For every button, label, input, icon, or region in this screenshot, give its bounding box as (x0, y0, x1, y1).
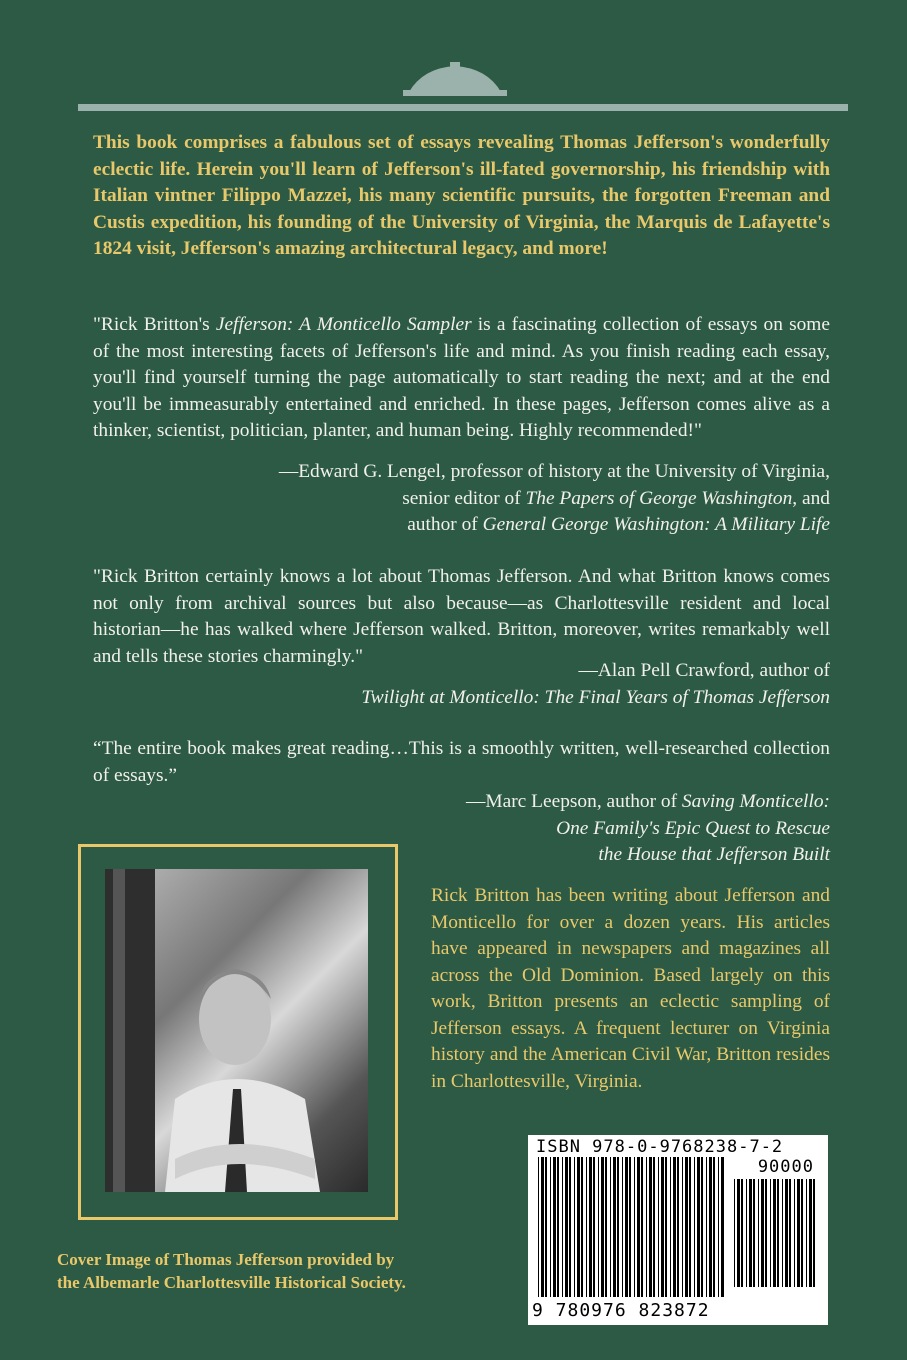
barcode-bar (734, 1179, 735, 1287)
barcode-bar (806, 1179, 807, 1287)
barcode-bar (694, 1157, 695, 1297)
barcode-bar (553, 1157, 556, 1297)
barcode-bar (718, 1157, 719, 1297)
barcode-bar (541, 1157, 544, 1297)
barcode-bar (673, 1157, 676, 1297)
barcode-bar (622, 1157, 623, 1297)
barcode-bar (610, 1157, 611, 1297)
author-bio: Rick Britton has been writing about Jefferson and Monticello for over a dozen years. His articles have appeared in newspapers and magazines all across the Old Dominion. Based largely on this work, Britton presents an eclectic sampling of Jefferson essays. A frequent lecturer on Virginia history and the American Civil War, Britton resides in Charlottesville, Virginia. (431, 885, 830, 1092)
barcode-bar (586, 1157, 587, 1297)
barcode-bar (737, 1179, 740, 1287)
barcode-bar (601, 1157, 604, 1297)
barcode-bar (713, 1157, 715, 1297)
barcode-bar (689, 1157, 691, 1297)
cover-image-credit: Cover Image of Thomas Jefferson provided by the Albemarle Charlottesville Historical Society. (57, 1250, 406, 1292)
barcode-bar (613, 1157, 616, 1297)
barcode-bar (562, 1157, 563, 1297)
barcode-bar (557, 1157, 559, 1297)
barcode-bar (574, 1157, 575, 1297)
barcode-bar (753, 1179, 755, 1287)
barcode-bar (770, 1179, 771, 1287)
barcode-bar (649, 1157, 652, 1297)
barcode-bar (801, 1179, 803, 1287)
barcode-bar (797, 1179, 800, 1287)
barcode-bar (617, 1157, 619, 1297)
barcode-bar (545, 1157, 547, 1297)
barcode-bar (641, 1157, 643, 1297)
barcode-bar (709, 1157, 712, 1297)
attribution-leepson: —Marc Leepson, author of Saving Monticello: One Family's Epic Quest to Rescue the House that Jefferson Built (465, 791, 830, 865)
barcode-bar (701, 1157, 703, 1297)
author-photo (105, 869, 368, 1192)
divider-rule (78, 104, 848, 111)
author-photo-frame (78, 844, 398, 1220)
barcode-bar (813, 1179, 815, 1287)
barcode-bar (677, 1157, 679, 1297)
barcode-bars (538, 1157, 728, 1297)
barcode-bar (721, 1157, 724, 1297)
barcode-bar (634, 1157, 635, 1297)
barcode-bar (809, 1179, 812, 1287)
quote-lengel: "Rick Britton's Jefferson: A Monticello Sampler is a fascinating collection of essays on some of the most interesting facets of Jefferson's life and mind. As you finish reading each essay, you'll find yourself turning the page automatically to start reading the next; and at the end you'll be immeasurably entertained and enriched. In these pages, Jefferson comes alive as a thinker, scientist, politician, planter, and human being. Highly recommended!" (93, 314, 830, 441)
barcode-bar (565, 1157, 568, 1297)
barcode-bar (665, 1157, 667, 1297)
barcode-bar (538, 1157, 539, 1297)
barcode-bar (670, 1157, 671, 1297)
quote-leepson: “The entire book makes great reading…This is a smoothly written, well-researched collection of essays.” (93, 738, 830, 786)
barcode-bar (758, 1179, 759, 1287)
isbn-label: ISBN 978-0-9768238-7-2 (536, 1137, 784, 1157)
barcode-addon-number: 90000 (757, 1157, 814, 1177)
barcode-bar (598, 1157, 599, 1297)
barcode-bar (658, 1157, 659, 1297)
attribution-crawford: —Alan Pell Crawford, author of Twilight at Monticello: The Final Years of Thomas Jefferson (361, 660, 830, 708)
barcode-number: 9 780976 823872 (532, 1300, 710, 1321)
barcode-bar (794, 1179, 795, 1287)
barcode-bar (789, 1179, 791, 1287)
barcode-addon-bars (734, 1179, 820, 1287)
barcode-bar (581, 1157, 583, 1297)
dome-icon (403, 62, 507, 96)
barcode-bar (589, 1157, 592, 1297)
barcode-bar (550, 1157, 551, 1297)
barcode-bar (629, 1157, 631, 1297)
barcode-bar (682, 1157, 683, 1297)
barcode-bar (746, 1179, 747, 1287)
barcode-bar (605, 1157, 607, 1297)
barcode-bar (777, 1179, 779, 1287)
barcode-bar (593, 1157, 595, 1297)
barcode-bar (637, 1157, 640, 1297)
barcode-bar (625, 1157, 628, 1297)
barcode-bar (765, 1179, 767, 1287)
barcode-bar (653, 1157, 655, 1297)
barcode-bar (761, 1179, 764, 1287)
barcode-bar (785, 1179, 788, 1287)
barcode-bar (706, 1157, 707, 1297)
blurb: This book comprises a fabulous set of essays revealing Thomas Jefferson's wonderfully eclectic life. Herein you'll learn of Jefferson's ill-fated governorship, his friendship with Italian vintner Filippo Mazzei, his many scientific pursuits, the forgotten Freeman and Custis expedition, his founding of the University of Virginia, the Marquis de Lafayette's 1824 visit, Jefferson's amazing architectural legacy, and more! (93, 132, 830, 259)
barcode-bar (782, 1179, 783, 1287)
barcode-bar (646, 1157, 647, 1297)
barcode-bar (741, 1179, 743, 1287)
barcode-bar (749, 1179, 752, 1287)
barcode-bar (773, 1179, 776, 1287)
quote-crawford: "Rick Britton certainly knows a lot about Thomas Jefferson. And what Britton knows comes not only from archival sources but also because—as Charlottesville resident and local historian—he has walked where Jefferson walked. Britton, moreover, writes remarkably well and tells these stories charmingly." (93, 566, 830, 667)
barcode-bar (569, 1157, 571, 1297)
barcode-bar (685, 1157, 688, 1297)
attribution-lengel: —Edward G. Lengel, professor of history at the University of Virginia, senior editor of The Papers of George Washington, and author of General George Washington: A Military Life (278, 461, 830, 535)
barcode-bar (697, 1157, 700, 1297)
barcode-bar (577, 1157, 580, 1297)
barcode-bar (661, 1157, 664, 1297)
isbn-barcode (528, 1135, 828, 1325)
